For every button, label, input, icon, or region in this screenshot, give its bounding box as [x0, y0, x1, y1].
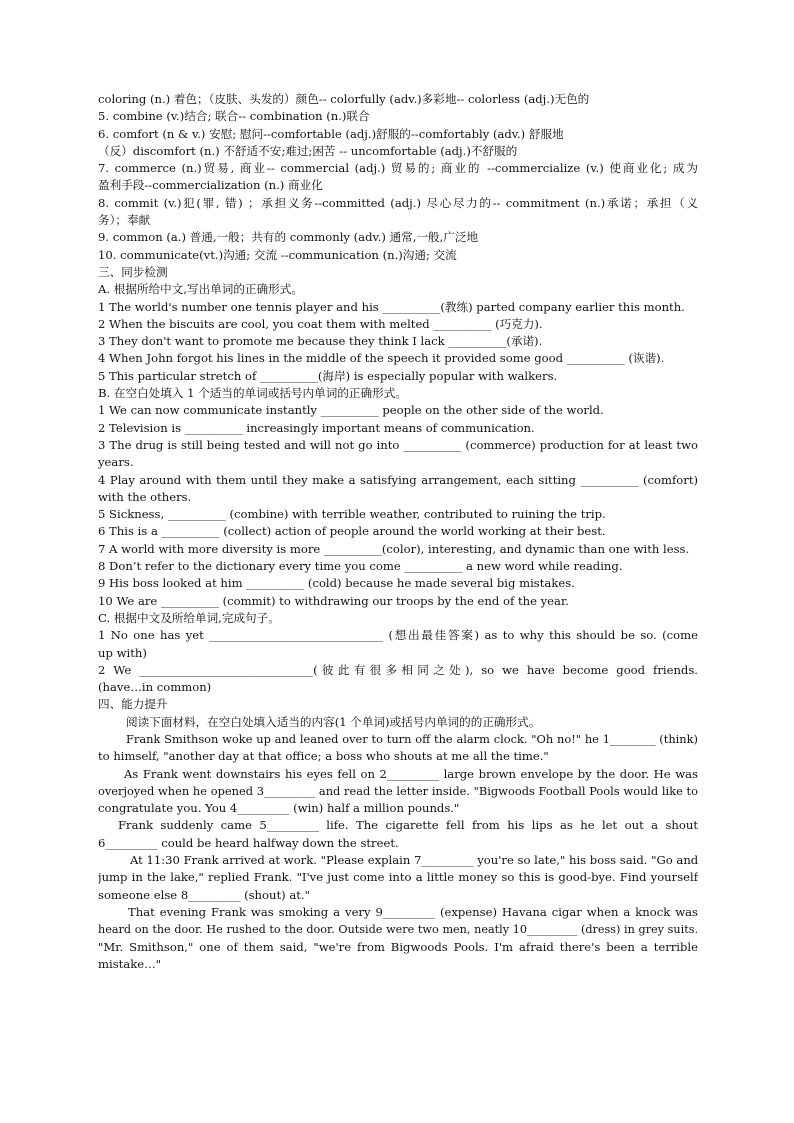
exercise-item: 4 When John forgot his lines in the middle of the speech it provided some good __________ (诙谐). — [98, 351, 665, 366]
passage-line: "Mr. Smithson," one of them said, "we're from Bigwoods Pools. I'm afraid there's been a terrible — [98, 939, 698, 954]
section-heading: 三、同步检测 — [98, 264, 168, 279]
exercise-item: 5 This particular stretch of __________(海岸) is especially popular with walkers. — [98, 368, 558, 383]
exercise-item: 1 We can now communicate instantly __________ people on the other side of the world. — [98, 403, 604, 418]
passage-line: As Frank went downstairs his eyes fell on 2_________ large brown envelope by the door. He was — [124, 766, 698, 781]
passage-line: Frank suddenly came 5_________ life. The cigarette fell from his lips as he let out a shout — [118, 818, 698, 833]
part-a-title: A. 根据所给中文,写出单词的正确形式。 — [98, 282, 303, 297]
worksheet-page — [98, 91, 698, 973]
vocab-line: 盈利手段--commercialization (n.) 商业化 — [98, 178, 323, 193]
passage-line: Frank Smithson woke up and leaned over to turn off the alarm clock. "Oh no!" he 1________ (think) — [126, 731, 698, 746]
exercise-item: up with) — [98, 645, 147, 660]
vocab-line: 10. communicate(vt.)沟通; 交流 --communication (n.)沟通; 交流 — [98, 247, 457, 262]
instruction: 阅读下面材料，在空白处填入适当的内容(1 个单词)或括号内单词的的正确形式。 — [126, 714, 541, 729]
vocab-line: 8. commit (v.)犯(罪, 错) ；承担义务--committed (adj.) 尽心尽力的-- commitment (n.)承诺；承担（义 — [98, 195, 698, 210]
exercise-item: 2 When the biscuits are cool, you coat them with melted __________ (巧克力). — [98, 316, 543, 331]
passage-line: heard on the door. He rushed to the door. Outside were two men, neatly 10_________ (dress) in grey suits. — [98, 923, 698, 937]
part-b-title: B. 在空白处填入 1 个适当的单词或括号内单词的正确形式。 — [98, 386, 407, 401]
exercise-item: years. — [98, 455, 134, 470]
passage-line: At 11:30 Frank arrived at work. "Please explain 7_________ you're so late," his boss said. "Go and — [130, 853, 698, 868]
exercise-item: 5 Sickness, __________ (combine) with terrible weather, contributed to ruining the trip. — [98, 507, 606, 522]
vocab-list — [98, 91, 698, 264]
section-heading: 四、能力提升 — [98, 697, 168, 712]
exercise-item: 1 No one has yet ______________________________ (想出最佳答案) as to why this should be so. (come — [98, 628, 698, 643]
vocab-line: 7. commerce (n.)贸易, 商业-- commercial (adj.) 贸易的; 商业的 --commercialize (v.) 使商业化; 成为 — [98, 161, 698, 176]
passage-line: 6_________ could be heard halfway down the street. — [98, 835, 399, 850]
exercise-item: (have…in common) — [98, 680, 212, 695]
exercise-item: 7 A world with more diversity is more __________(color), interesting, and dynamic than one with less. — [98, 541, 690, 556]
exercise-item: with the others. — [98, 489, 192, 504]
exercise-item: 8 Don’t refer to the dictionary every time you come __________ a new word while reading. — [98, 559, 623, 574]
exercise-item: 2 We ______________________________(彼此有很多相同之处), so we have become good friends. — [98, 662, 698, 677]
vocab-line: 务）；奉献 — [98, 213, 151, 228]
exercise-item: 9 His boss looked at him __________ (cold) because he made several big mistakes. — [98, 576, 575, 591]
vocab-line: 9. common (a.) 普通,一般；共有的 commonly (adv.) 通常,一般,广泛地 — [98, 230, 479, 245]
passage-line: congratulate you. You 4_________ (win) half a million pounds." — [98, 801, 460, 816]
exercise-item: 1 The world's number one tennis player and his __________(教练) parted company earlier this month. — [98, 299, 685, 314]
passage-line: to himself, "another day at that office; a boss who shouts at me all the time." — [98, 749, 549, 764]
passage-line: overjoyed when he opened 3_________ and read the letter inside. "Bigwoods Football Pools would like to — [98, 783, 698, 798]
exercise-item: 3 They don't want to promote me because they think I lack __________(承诺). — [98, 334, 543, 349]
exercise-item: 10 We are __________ (commit) to withdrawing our troops by the end of the year. — [98, 593, 569, 608]
passage-line: jump in the lake," replied Frank. "I've just come into a little money so this is good-bye. Find yourself — [98, 870, 698, 885]
vocab-line: 6. comfort (n & v.) 安慰; 慰问--comfortable (adj.)舒服的--comfortably (adv.) 舒服地 — [98, 126, 564, 141]
vocab-line: （反）discomfort (n.) 不舒适不安;难过;困苦 -- uncomfortable (adj.)不舒服的 — [98, 143, 518, 158]
exercise-item: 2 Television is __________ increasingly important means of communication. — [98, 420, 535, 435]
part-c-title: C. 根据中文及所给单词,完成句子。 — [98, 610, 280, 625]
passage-line: mistake…" — [98, 956, 162, 971]
vocab-line: 5. combine (v.)结合; 联合-- combination (n.)联合 — [98, 109, 370, 124]
exercise-item: 3 The drug is still being tested and will not go into __________ (commerce) production for at least two — [98, 437, 698, 452]
exercise-item: 6 This is a __________ (collect) action of people around the world working at their best. — [98, 524, 606, 539]
section-sync-check — [98, 264, 698, 696]
vocab-line: coloring (n.) 着色；（皮肤、头发的）颜色-- colorfully (adv.)多彩地-- colorless (adj.)无色的 — [98, 92, 590, 106]
section-ability — [98, 696, 698, 973]
exercise-item: 4 Play around with them until they make a satisfying arrangement, each sitting __________ (comfort) — [98, 472, 698, 487]
passage-line: That evening Frank was smoking a very 9_________ (expense) Havana cigar when a knock was — [128, 904, 698, 919]
passage-line: someone else 8_________ (shout) at." — [98, 887, 310, 902]
